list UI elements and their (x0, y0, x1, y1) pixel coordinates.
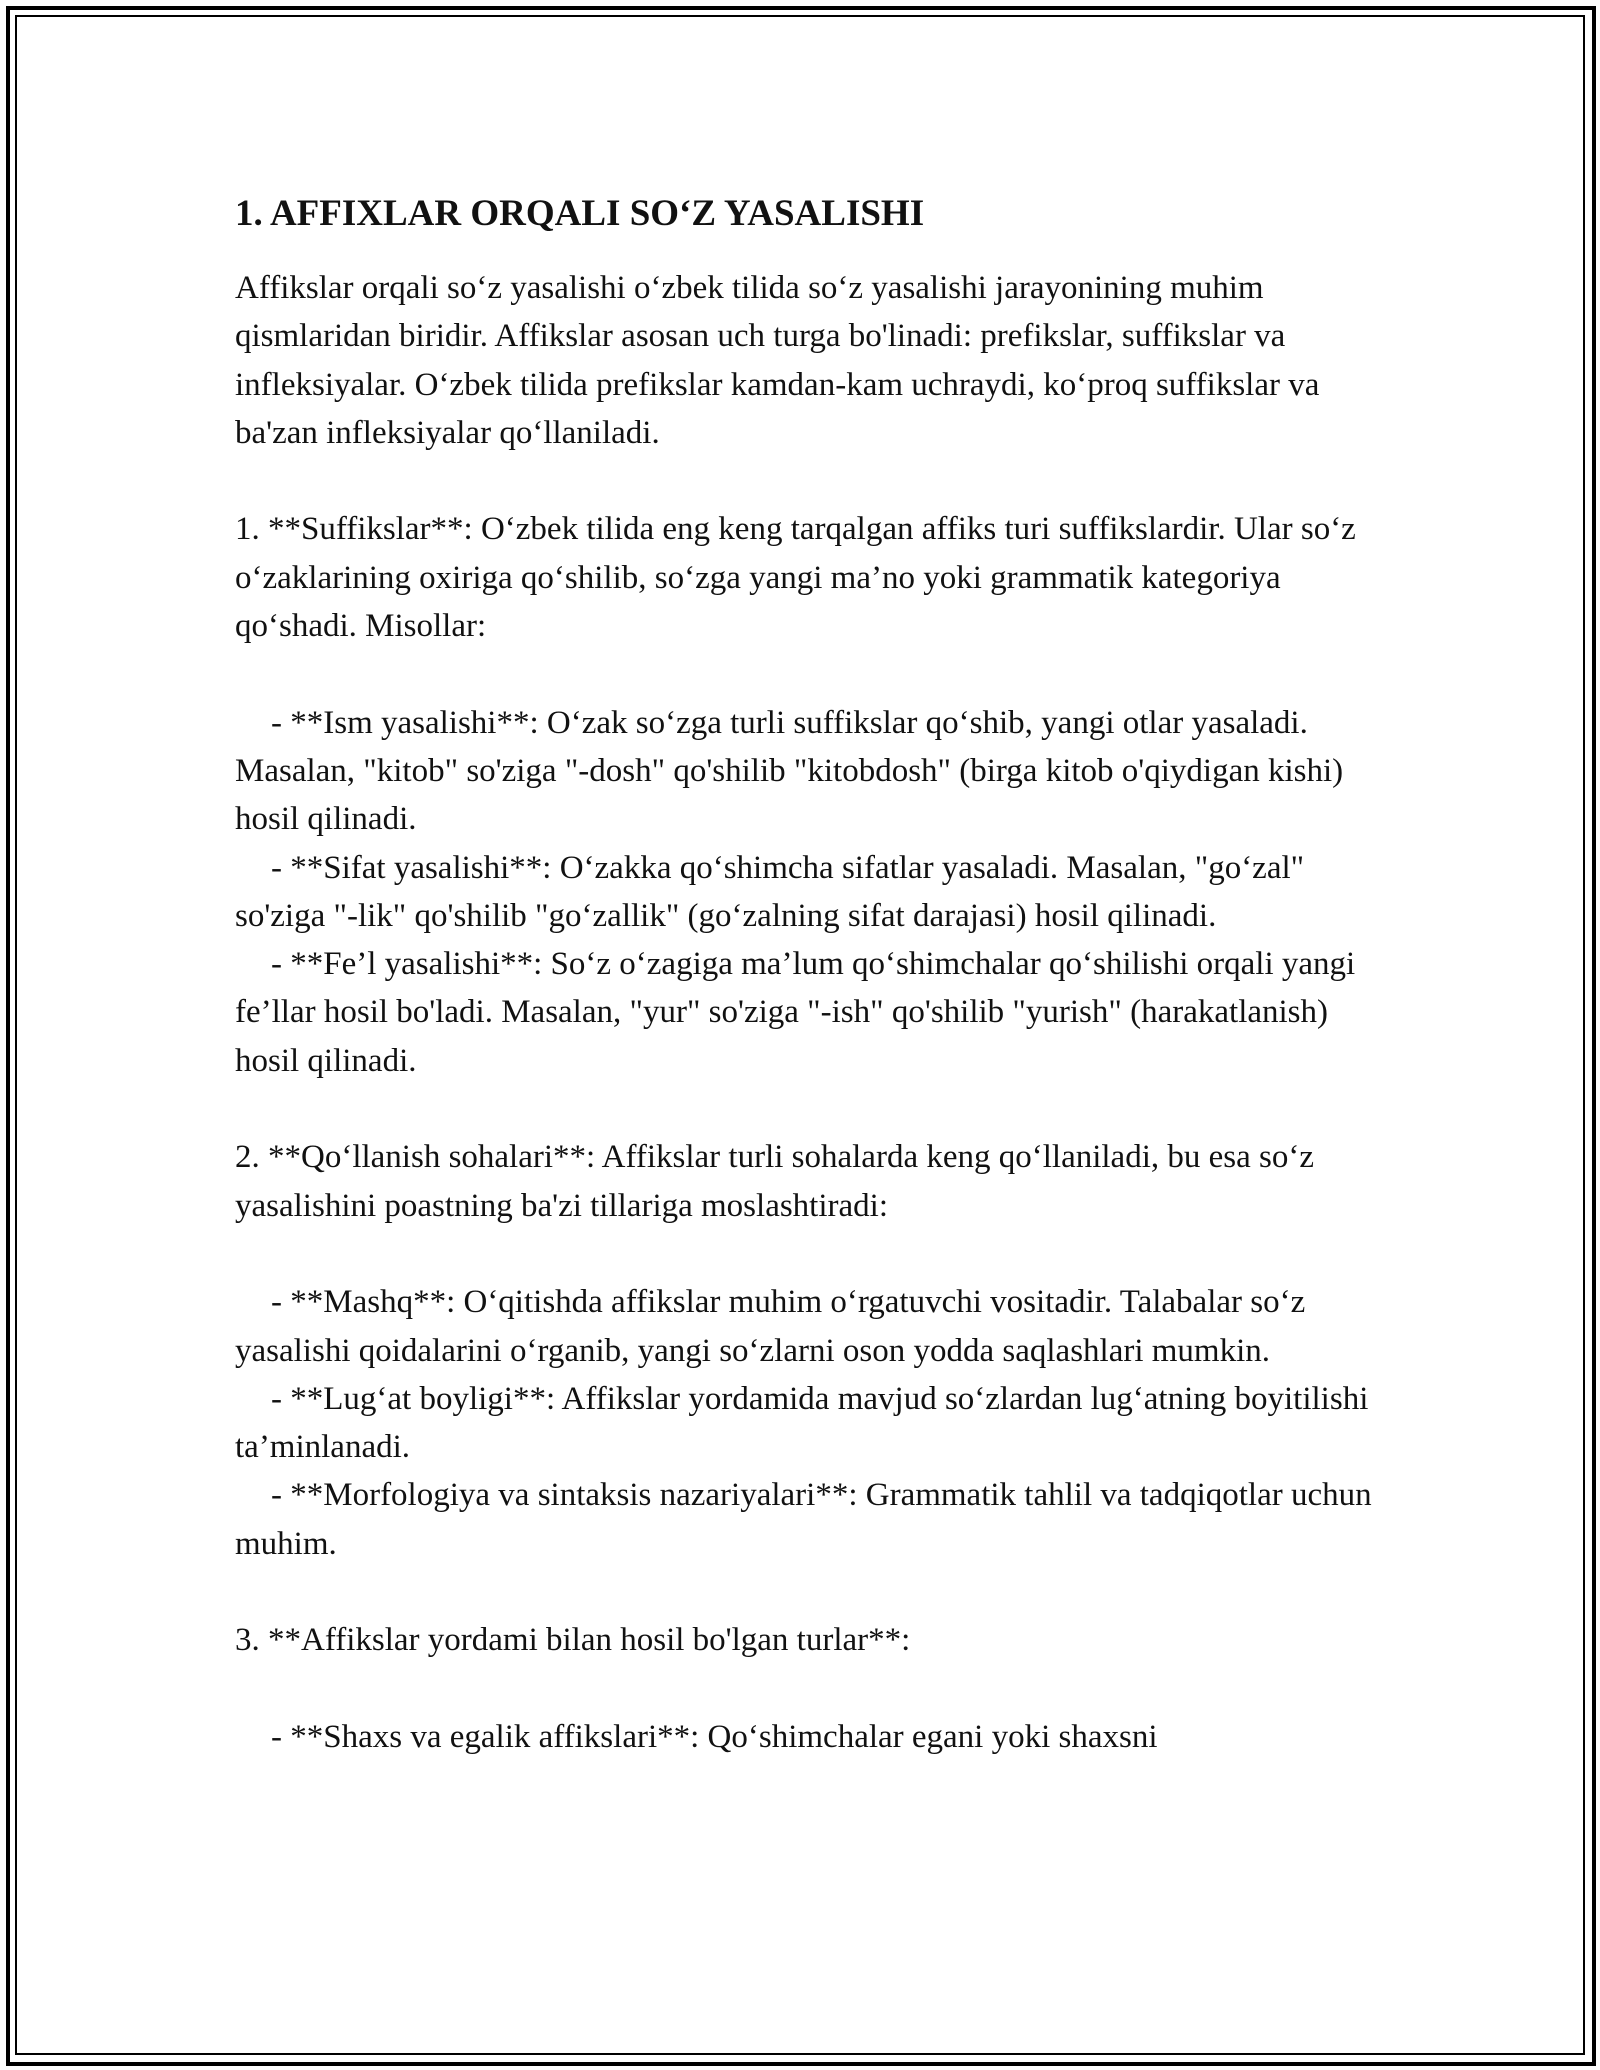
paragraph-gap (235, 1568, 1375, 1616)
list-item-text: - **Morfologiya va sintaksis nazariyalari**: Grammatik tahlil va tadqiqotlar uchun muhim. (235, 1477, 1372, 1562)
list-item (235, 1713, 1375, 1761)
section-1-heading: 1. **Suffikslar**: O‘zbek tilida eng keng tarqalgan affiks turi suffikslardir. Ular so‘z o‘zaklarining oxiriga qo‘shilib, so‘zga yangi ma’no yoki grammatik kategoriya qo‘shadi. Misollar: (235, 511, 1365, 645)
list-item (235, 1278, 1375, 1375)
list-item (235, 699, 1375, 844)
section-2-heading: 2. **Qo‘llanish sohalari**: Affikslar turli sohalarda keng qo‘llaniladi, bu esa so‘z yasalishini poastning ba'zi tillariga moslashtiradi: (235, 1139, 1323, 1224)
document-title: 1. AFFIXLAR ORQALI SO‘Z YASALISHI (235, 193, 925, 234)
list-item (235, 1375, 1375, 1472)
intro-paragraph: Affikslar orqali so‘z yasalishi o‘zbek tilida so‘z yasalishi jarayonining muhim qismlaridan biridir. Affikslar asosan uch turga bo'linadi: prefikslar, suffikslar va infleksiyalar. O‘zbek tilida prefikslar kamdan-kam uchraydi, ko‘proq suffikslar va ba'zan infleksiyalar qo‘llaniladi. (235, 270, 1328, 451)
list-item (235, 844, 1375, 941)
document-page (235, 190, 1375, 1761)
paragraph-gap (235, 1085, 1375, 1133)
list-item (235, 940, 1375, 1085)
list-item-text: - **Ism yasalishi**: O‘zak so‘zga turli suffikslar qo‘shib, yangi otlar yasaladi. Masalan, "kitob" so'ziga "-dosh" qo'shilib "kitobdosh" (birga kitob o'qiydigan kishi) hosil qilinadi. (235, 704, 1344, 838)
list-item (235, 1471, 1375, 1568)
list-item-text: - **Lug‘at boyligi**: Affikslar yordamida mavjud so‘zlardan lug‘atning boyitilishi ta’minlanadi. (235, 1380, 1369, 1466)
list-item-text: - **Mashq**: O‘qitishda affikslar muhim o‘rgatuvchi vositadir. Talabalar so‘z yasalishi qoidalarini o‘rganib, yangi so‘zlarni oson yodda saqlashlari mumkin. (235, 1284, 1306, 1369)
list-item-text: - **Sifat yasalishi**: O‘zakka qo‘shimcha sifatlar yasaladi. Masalan, "go‘zal" so'ziga "-lik" qo'shilib "go‘zallik" (go‘zalning sifat darajasi) hosil qilinadi. (235, 849, 1305, 934)
section-3-heading: 3. **Affikslar yordami bilan hosil bo'lgan turlar**: (235, 1622, 911, 1659)
list-item-text: - **Fe’l yasalishi**: So‘z o‘zagiga ma’lum qo‘shimchalar qo‘shilishi orqali yangi fe’llar hosil bo'ladi. Masalan, "yur" so'ziga "-ish" qo'shilib "yurish" (harakatlanish) hosil qilinadi. (235, 946, 1356, 1079)
list-item-text: - **Shaxs va egalik affikslari**: Qo‘shimchalar egani yoki shaxsni (271, 1718, 1158, 1755)
